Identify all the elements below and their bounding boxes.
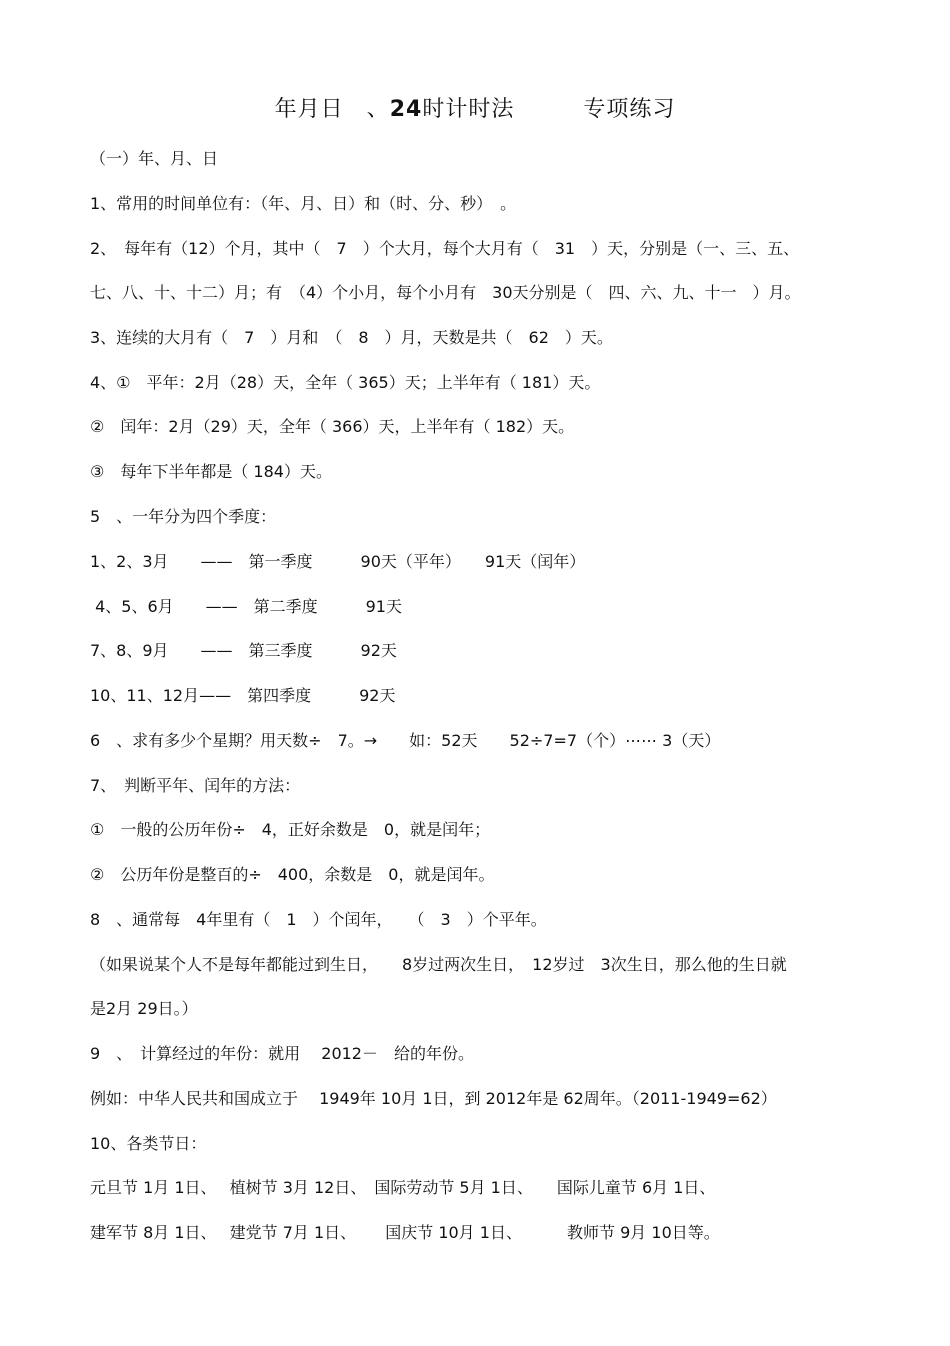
text-line: 5 、一年分为四个季度： [90, 507, 277, 526]
title-number: 24 [389, 97, 423, 122]
text-line: 8 、通常每 4年里有（ 1 ）个闰年， （ 3 ）个平年。 [90, 910, 547, 929]
title-part1: 年月日 、 [274, 97, 390, 122]
text-line: 3、连续的大月有（ 7 ）月和 （ 8 ）月，天数是共（ 62 ）天。 [90, 328, 613, 347]
text-line: 7、 判断平年、闰年的方法： [90, 776, 301, 795]
text-line: 10、各类节日： [90, 1134, 207, 1153]
text-line: 4、① 平年：2月（28）天，全年（ 365）天；上半年有（ 181）天。 [90, 373, 601, 392]
text-line: ② 公历年份是整百的÷ 400，余数是 0，就是闰年。 [90, 865, 495, 884]
text-line: ③ 每年下半年都是（ 184）天。 [90, 462, 332, 481]
text-line: 4、5、6月 —— 第二季度 91天 [90, 597, 402, 616]
text-line: ① 一般的公历年份÷ 4，正好余数是 0，就是闰年； [90, 820, 491, 839]
title-part2: 时计时法 专项练习 [422, 97, 676, 122]
text-line: 2、 每年有（12）个月，其中（ 7 ）个大月，每个大月有（ 31 ）天，分别是（一、三、五、 [90, 239, 800, 258]
section-heading: （一）年、月、日 [90, 149, 219, 168]
text-line: （如果说某个人不是每年都能过到生日， 8岁过两次生日， 12岁过 3次生日，那么他的生日就 [90, 955, 787, 974]
text-line: 建军节 8月 1日、 建党节 7月 1日、 国庆节 10月 1日、 教师节 9月 10日等。 [90, 1223, 720, 1242]
text-line: 是2月 29日。） [90, 999, 198, 1018]
text-line: 10、11、12月—— 第四季度 92天 [90, 686, 396, 705]
text-line: ② 闰年：2月（29）天，全年（ 366）天，上半年有（ 182）天。 [90, 417, 575, 436]
text-line: 1、2、3月 —— 第一季度 90天（平年） 91天（闰年） [90, 552, 586, 571]
text-line: 7、8、9月 —— 第三季度 92天 [90, 641, 397, 660]
text-line: 元旦节 1月 1日、 植树节 3月 12日、 国际劳动节 5月 1日、 国际儿童节 6月 1日、 [90, 1178, 716, 1197]
page-title [0, 92, 950, 123]
text-line: 9 、 计算经过的年份：就用 2012－ 给的年份。 [90, 1044, 474, 1063]
text-line: 6 、求有多少个星期？用天数÷ 7。→ 如：52天 52÷7=7（个）⋯⋯ 3（天） [90, 731, 721, 750]
text-line: 1、常用的时间单位有：（年、月、日）和（时、分、秒） 。 [90, 194, 517, 213]
text-line: 七、八、十、十二）月；有 （4）个小月，每个小月有 30天分别是（ 四、六、九、十一 ）月。 [90, 283, 801, 302]
text-line: 例如：中华人民共和国成立于 1949年 10月 1日，到 2012年是 62周年。（2011-1949=62） [90, 1089, 777, 1108]
